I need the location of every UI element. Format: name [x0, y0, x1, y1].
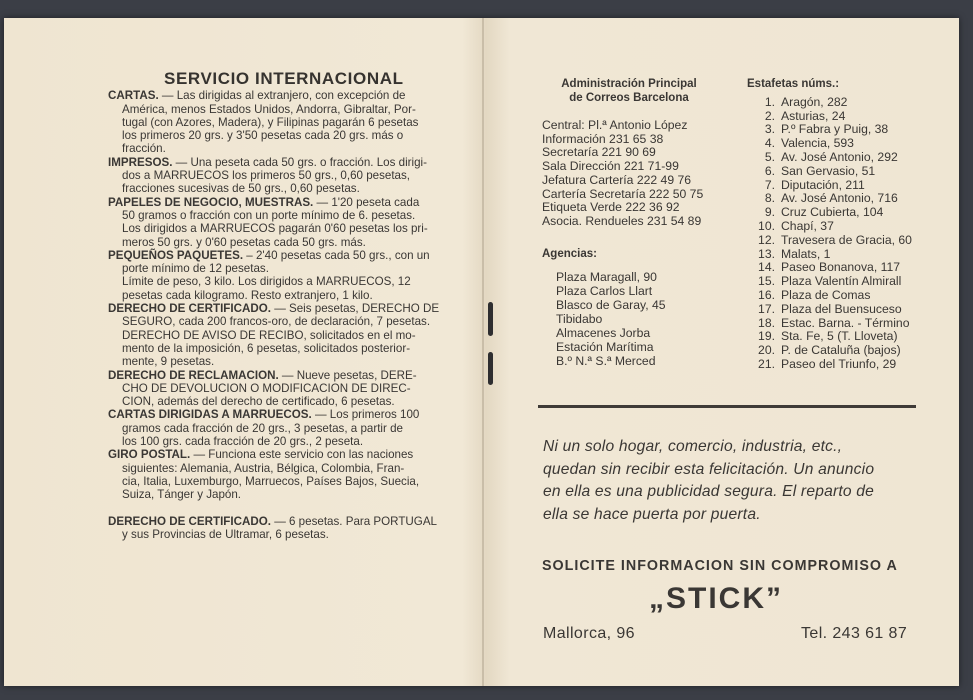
rate-line: los 100 grs. cada fracción de 20 grs., 2 peseta. — [122, 435, 364, 449]
estafeta-number: 21. — [758, 356, 775, 371]
estafeta-number: 8. — [764, 191, 775, 206]
rate-paragraph — [108, 448, 478, 501]
estafeta-address: Valencia, 593 — [781, 136, 854, 151]
estafeta-number: 9. — [764, 205, 775, 220]
center-fold — [482, 18, 484, 686]
rate-line — [108, 448, 478, 461]
estafeta-item — [747, 234, 912, 248]
estafeta-address: Cruz Cubierta, 104 — [781, 205, 884, 220]
estafeta-number: 4. — [764, 136, 775, 151]
rate-paragraph — [108, 408, 478, 448]
rate-line — [108, 156, 478, 169]
rate-paragraph — [108, 302, 478, 368]
rate-text: — Los primeros 100 — [311, 408, 420, 422]
estafeta-number: 17. — [758, 301, 775, 316]
estafeta-address: Chapí, 37 — [781, 218, 834, 233]
rates-section — [108, 89, 478, 541]
left-page — [108, 69, 478, 541]
spacer — [108, 502, 478, 515]
rate-line: siguientes: Alemania, Austria, Bélgica, Colombia, Fran- — [122, 461, 405, 475]
contact-line: Información 231 65 38 — [542, 131, 664, 146]
rate-line: mente, 9 pesetas. — [122, 355, 215, 369]
estafeta-item — [747, 165, 912, 179]
agency-item: Plaza Carlos Llart — [556, 284, 653, 299]
estafeta-address: Av. José Antonio, 292 — [781, 149, 898, 164]
promo-line: Ni un solo hogar, comercio, industria, etc., — [543, 438, 843, 455]
divider-rule — [538, 405, 916, 408]
agencies-list — [542, 271, 716, 368]
contact-line: Secretaría 221 90 69 — [542, 145, 656, 160]
estafetas-list — [747, 96, 912, 372]
estafeta-address: Plaza Valentín Almirall — [781, 274, 902, 289]
rate-line: gramos cada fracción de 20 grs., 3 pesetas, a partir de — [122, 421, 403, 435]
rate-line: dos a MARRUECOS los primeros 50 grs., 0,60 pesetas, — [122, 169, 411, 183]
rate-line — [108, 369, 478, 382]
rate-line — [108, 302, 478, 315]
cta-text: SOLICITE INFORMACION SIN COMPROMISO A — [542, 558, 898, 574]
estafeta-number: 20. — [758, 343, 775, 358]
rate-line: DERECHO DE AVISO DE RECIBO, solicitados en el mo- — [122, 328, 416, 342]
estafetas-column — [747, 78, 912, 372]
estafeta-number: 7. — [764, 177, 775, 192]
rate-line: y sus Provincias de Ultramar, 6 pesetas. — [122, 527, 329, 541]
estafeta-item — [747, 123, 912, 137]
agency-item: Blasco de Garay, 45 — [556, 297, 666, 312]
estafeta-address: P.º Fabra y Puig, 38 — [781, 122, 889, 137]
rate-line: SEGURO, cada 200 francos-oro, de declaración, 7 pesetas. — [122, 315, 431, 329]
rate-line: 50 gramos o fracción con un porte mínimo de 6. pesetas. — [122, 208, 416, 222]
estafeta-number: 5. — [764, 149, 775, 164]
rate-heading: PAPELES DE NEGOCIO, MUESTRAS. — [108, 195, 314, 209]
rate-paragraph — [108, 156, 478, 196]
contact-line: Sala Dirección 221 71-99 — [542, 159, 679, 174]
admin-title-line: de Correos Barcelona — [569, 91, 689, 104]
rate-line — [108, 249, 478, 262]
estafeta-address: Sta. Fe, 5 (T. Lloveta) — [781, 329, 898, 344]
rate-text: — Nueve pesetas, DERE- — [278, 368, 417, 382]
rate-line — [108, 89, 478, 102]
rate-paragraph — [108, 196, 478, 249]
rate-text: — Seis pesetas, DERECHO DE — [270, 302, 440, 316]
estafeta-address: Plaza del Buensuceso — [781, 301, 902, 316]
rate-paragraph — [108, 249, 478, 302]
estafeta-address: Paseo Bonanova, 117 — [781, 260, 901, 275]
brand-name: „STICK” — [649, 582, 783, 615]
rate-paragraph — [108, 515, 478, 542]
estafeta-address: Malats, 1 — [781, 246, 831, 261]
contact-line: Asocia. Rendueles 231 54 89 — [542, 213, 702, 228]
estafeta-address: Aragón, 282 — [781, 94, 848, 109]
contact-line: Cartería Secretaría 222 50 75 — [542, 186, 704, 201]
estafeta-item — [747, 110, 912, 124]
page-title: SERVICIO INTERNACIONAL — [164, 69, 404, 88]
rate-line: cia, Italia, Luxemburgo, Marruecos, Países Bajos, Suecia, — [122, 474, 420, 488]
estafeta-address: P. de Cataluña (bajos) — [781, 343, 901, 358]
rate-line: América, menos Estados Unidos, Andorra, Gibraltar, Por- — [122, 102, 416, 116]
estafeta-item — [747, 137, 912, 151]
rate-heading: DERECHO DE RECLAMACION. — [108, 368, 279, 382]
agency-item: Estación Marítima — [556, 339, 654, 354]
rate-heading: CARTAS DIRIGIDAS A MARRUECOS. — [108, 408, 312, 422]
estafeta-address: San Gervasio, 51 — [781, 163, 876, 178]
contacts-list — [542, 119, 716, 229]
estafeta-number: 3. — [764, 122, 775, 137]
rate-line: porte mínimo de 12 pesetas. — [122, 262, 269, 276]
brand-phone: Tel. 243 61 87 — [801, 625, 908, 642]
staple-bottom — [488, 352, 493, 385]
estafeta-item — [747, 220, 912, 234]
rate-heading: CARTAS. — [108, 89, 159, 103]
rate-line — [108, 408, 478, 421]
contact-line: Jefatura Cartería 222 49 76 — [542, 172, 692, 187]
rate-text: — Las dirigidas al extranjero, con excepción de — [158, 89, 406, 103]
admin-column — [542, 78, 716, 368]
estafeta-number: 19. — [758, 329, 775, 344]
agencies-title: Agencias: — [542, 247, 597, 260]
estafeta-item — [747, 330, 912, 344]
estafeta-address: Diputación, 211 — [781, 177, 865, 192]
estafeta-item — [747, 303, 912, 317]
rate-text: — 6 pesetas. Para PORTUGAL — [270, 514, 438, 528]
estafeta-item — [747, 261, 912, 275]
estafeta-number: 2. — [764, 108, 775, 123]
rate-line: CHO DE DEVOLUCION O MODIFICACION DE DIREC- — [122, 381, 411, 395]
promo-line: ella se hace puerta por puerta. — [543, 505, 761, 523]
rate-paragraph — [108, 369, 478, 409]
rate-heading: PEQUEÑOS PAQUETES. — [108, 248, 244, 262]
rate-line: meros 50 grs. y 0'60 pesetas cada 50 grs. más. — [122, 235, 366, 249]
estafeta-address: Plaza de Comas — [781, 287, 871, 302]
rate-text: — Una peseta cada 50 grs. o fracción. Los dirigi- — [172, 155, 427, 169]
estafeta-number: 1. — [764, 94, 775, 109]
agency-item: Tibidabo — [556, 311, 603, 326]
rate-line: Suiza, Tánger y Japón. — [122, 488, 242, 502]
promo-line: quedan sin recibir esta felicitación. Un anuncio — [543, 460, 875, 478]
estafeta-item — [747, 344, 912, 358]
rate-heading: GIRO POSTAL. — [108, 448, 191, 462]
estafeta-address: Asturias, 24 — [781, 108, 846, 123]
estafeta-item — [747, 275, 912, 289]
brand-address: Mallorca, 96 — [543, 625, 635, 642]
estafeta-number: 16. — [758, 287, 775, 302]
admin-title-line: Administración Principal — [561, 78, 697, 90]
estafeta-address: Av. José Antonio, 716 — [781, 191, 898, 206]
estafeta-item — [747, 289, 912, 303]
estafeta-item — [747, 151, 912, 165]
rate-heading: IMPRESOS. — [108, 155, 173, 169]
rate-line: los primeros 20 grs. y 3'50 pesetas cada 20 grs. más o — [122, 129, 404, 143]
rate-line — [108, 515, 478, 528]
rate-text: — Funciona este servicio con las naciones — [190, 448, 414, 462]
rate-text: – 2'40 pesetas cada 50 grs., con un — [243, 248, 430, 262]
promo-text — [543, 436, 928, 526]
estafeta-item — [747, 358, 912, 372]
rate-line: fracción. — [122, 142, 166, 156]
estafeta-address: Travesera de Gracia, 60 — [781, 232, 912, 247]
estafeta-item — [747, 248, 912, 262]
estafeta-item — [747, 192, 912, 206]
agency-item: B.º N.ª S.ª Merced — [556, 353, 656, 368]
rate-line: fracciones sucesivas de 50 grs., 0,60 pesetas. — [122, 182, 360, 196]
promo-line: en ella es una publicidad segura. El reparto de — [543, 483, 875, 500]
rate-line: Límite de peso, 3 kilo. Los dirigidos a MARRUECOS, 12 — [122, 275, 411, 289]
rate-line: pesetas cada kilogramo. Resto extranjero, 1 kilo. — [122, 288, 373, 302]
estafeta-number: 10. — [758, 218, 775, 233]
estafetas-title: Estafetas núms.: — [747, 78, 840, 90]
staple-top — [488, 302, 493, 336]
estafeta-item — [747, 317, 912, 331]
contact-line: Etiqueta Verde 222 36 92 — [542, 200, 680, 215]
rate-heading: DERECHO DE CERTIFICADO. — [108, 514, 271, 528]
estafeta-item — [747, 179, 912, 193]
rate-line: mento de la imposición, 6 pesetas, solicitados posterior- — [122, 341, 411, 355]
agency-item: Almacenes Jorba — [556, 325, 651, 340]
estafeta-address: Paseo del Triunfo, 29 — [781, 356, 897, 371]
rate-paragraph — [108, 89, 478, 155]
agency-item: Plaza Maragall, 90 — [556, 270, 657, 285]
rate-line — [108, 196, 478, 209]
rate-line: CION, además del derecho de certificado, 6 pesetas. — [122, 395, 395, 409]
contact-line: Central: Pl.ª Antonio López — [542, 118, 688, 132]
estafeta-number: 13. — [758, 246, 775, 261]
estafeta-number: 15. — [758, 274, 775, 289]
rate-text: — 1'20 peseta cada — [313, 195, 420, 209]
estafeta-item — [747, 206, 912, 220]
estafeta-number: 12. — [758, 232, 775, 247]
rate-line: Los dirigidos a MARRUECOS pagarán 0'60 pesetas los pri- — [122, 222, 428, 236]
rate-heading: DERECHO DE CERTIFICADO. — [108, 302, 271, 316]
rate-line: tugal (con Azores, Madera), y Filipinas pagarán 6 pesetas — [122, 115, 419, 129]
estafeta-number: 18. — [758, 315, 775, 330]
estafeta-number: 6. — [764, 163, 775, 178]
estafeta-number: 14. — [758, 260, 775, 275]
estafeta-item — [747, 96, 912, 110]
estafeta-address: Estac. Barna. - Término — [781, 315, 910, 330]
